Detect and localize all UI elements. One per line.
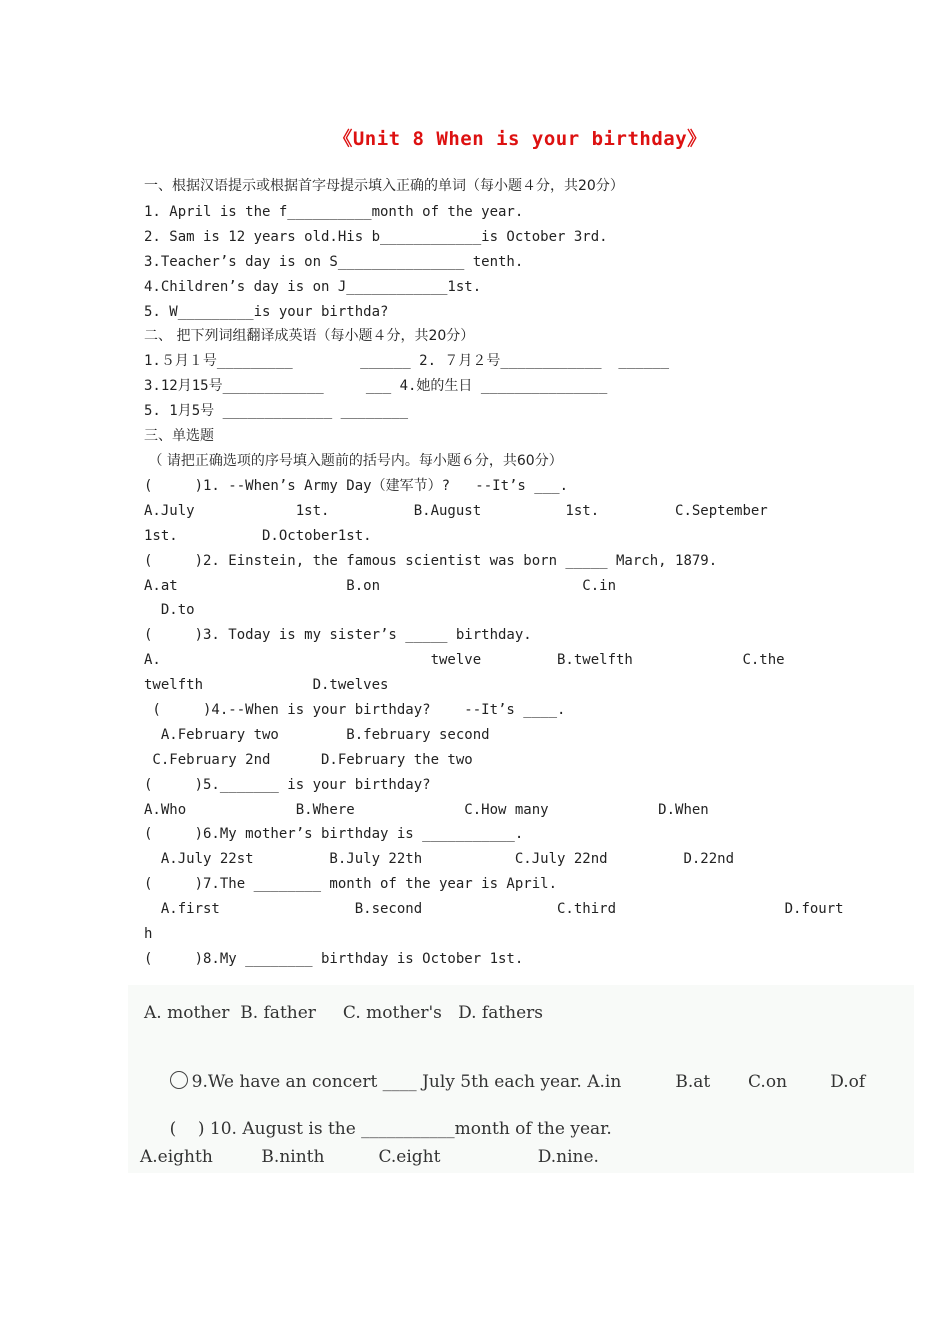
q3-options: A. twelve B.twelfth C.the <box>144 652 785 668</box>
section1-heading: 一、根据汉语提示或根据首字母提示填入正确的单词（每小题４分，共20分） <box>144 178 624 194</box>
answer-circle-icon <box>170 1071 188 1089</box>
q2-options: A.at B.on C.in <box>144 578 617 594</box>
q1-options-cont: 1st. D.October1st. <box>144 528 372 544</box>
page-title: 《Unit 8 When is your birthday》 <box>333 128 707 150</box>
q2-options-cont: D.to <box>144 602 195 618</box>
q6-options: A.July 22st B.July 22th C.July 22nd D.22nd <box>144 851 735 867</box>
section2-item-3: 5. 1月5号 _____________ ________ <box>144 403 409 419</box>
section2-item-2: 3.12月15号____________ ___ 4.她的生日 _______________ <box>144 378 608 394</box>
section3-instruction: （ 请把正确选项的序号填入题前的括号内。每小题６分，共60分） <box>144 453 563 469</box>
q5-options: A.Who B.Where C.How many D.When <box>144 802 709 818</box>
q4-line: ( )4.--When is your birthday? --It’s ____. <box>144 702 566 718</box>
section1-item-5: 5. W_________is your birthda? <box>144 304 389 320</box>
q7-line: ( )7.The ________ month of the year is April. <box>144 876 558 892</box>
q7-options-cont: h <box>144 926 153 942</box>
q6-line: ( )6.My mother’s birthday is ___________. <box>144 826 524 842</box>
section1-item-1: 1. April is the f__________month of the year. <box>144 204 524 220</box>
section1-item-2: 2. Sam is 12 years old.His b____________is October 3rd. <box>144 229 608 245</box>
q2-line: ( )2. Einstein, the famous scientist was born _____ March, 1879. <box>144 553 718 569</box>
q3-options-cont: twelfth D.twelves <box>144 677 389 693</box>
q3-line: ( )3. Today is my sister’s _____ birthday. <box>144 627 532 643</box>
q5-line: ( )5._______ is your birthday? <box>144 777 431 793</box>
section1-item-3: 3.Teacher’s day is on S_______________ tenth. <box>144 254 524 270</box>
q7-options: A.first B.second C.third D.fourt <box>144 901 844 917</box>
section3-heading: 三、单选题 <box>144 428 214 444</box>
q10-options: A.eighth B.ninth C.eight D.nine. <box>140 1147 599 1167</box>
q8-line: ( )8.My ________ birthday is October 1st. <box>144 951 524 967</box>
q10-text: 10. August is the ___________month of the year. <box>209 1119 612 1139</box>
section1-item-4: 4.Children’s day is on J____________1st. <box>144 279 482 295</box>
q8-options: A. mother B. father C. mother's D. fathers <box>144 1003 544 1023</box>
section2-item-1: 1.５月１号_________ ______ 2. ７月２号____________ ______ <box>144 353 670 369</box>
q4-options-cd: C.February 2nd D.February the two <box>144 752 473 768</box>
q1-line: ( )1. --When’s Army Day（建军节）? --It’s ___. <box>144 478 569 494</box>
q10-paren: ( ) <box>169 1119 205 1139</box>
q9-text: 9.We have an concert ____ July 5th each year. A.in B.at C.on D.of <box>191 1072 866 1092</box>
section2-heading: 二、 把下列词组翻译成英语（每小题４分，共20分） <box>144 328 475 344</box>
q1-options: A.July 1st. B.August 1st. C.September <box>144 503 768 519</box>
scanned-image-block <box>128 985 914 1173</box>
q4-options-ab: A.February two B.february second <box>144 727 490 743</box>
